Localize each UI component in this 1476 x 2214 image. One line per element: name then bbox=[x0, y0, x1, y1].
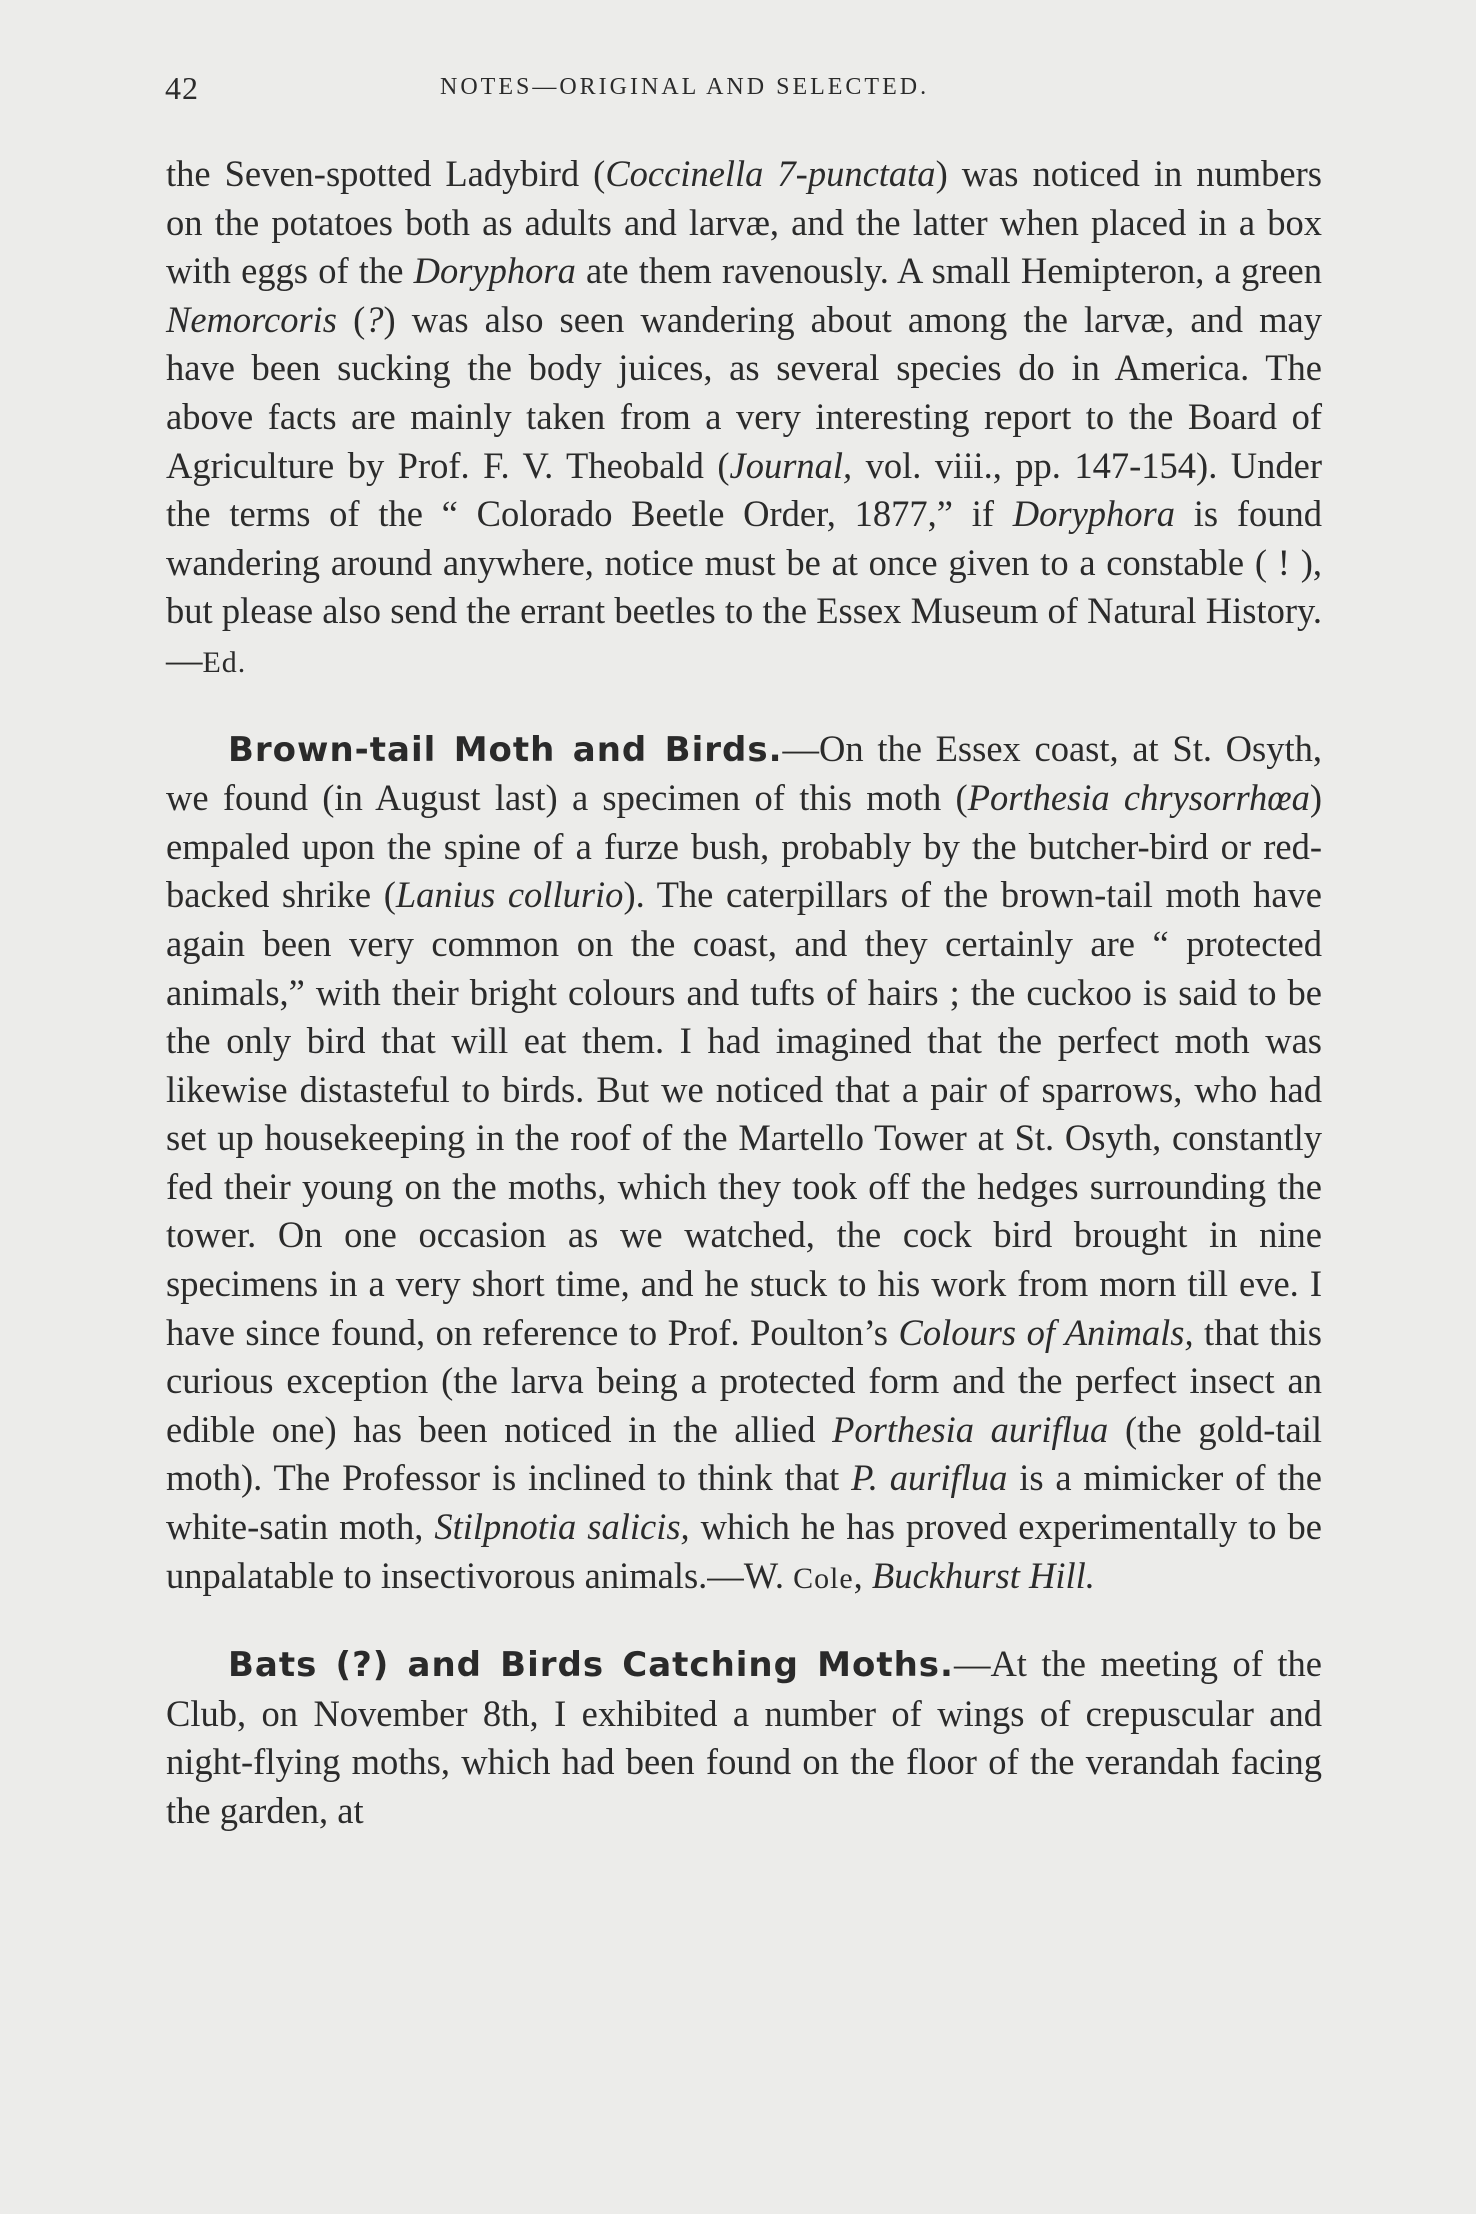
italic-term: Journal, bbox=[729, 444, 853, 486]
author-surname: Cole bbox=[793, 1561, 854, 1595]
italic-term: Doryphora bbox=[1012, 493, 1176, 535]
text-span: ( bbox=[337, 298, 366, 340]
running-head bbox=[165, 70, 1315, 110]
page-number: 42 bbox=[165, 70, 199, 106]
paragraph-ladybird-note bbox=[166, 150, 1322, 688]
running-title: NOTES—ORIGINAL AND SELECTED. bbox=[440, 74, 930, 100]
text-span: ) empaled upon the spine of a furze bush, probably by the butcher-bird or red-backed shrike ( bbox=[166, 777, 1322, 916]
section-heading-brown-tail: Brown-tail Moth and Birds. bbox=[228, 729, 783, 770]
italic-term: Colours of Animals, bbox=[898, 1311, 1194, 1353]
text-span: that this curious exception (the larva being a protected form and the perfect insect an edible one) has been noticed in the allied bbox=[166, 1311, 1322, 1450]
text-span: ate them ravenously. A small Hemipteron, a green bbox=[575, 250, 1322, 292]
italic-term: Porthesia chrysorrhœa bbox=[967, 777, 1310, 819]
text-span: is found wandering around anywhere, notice must be at once given to a constable ( ! ), but please also send the errant beetles to the Essex Museum of Natural History.— bbox=[166, 493, 1323, 680]
text-span: —On the Essex coast, at St. Osyth, we found (in August last) a specimen of this moth ( bbox=[166, 727, 1322, 819]
text-span: —At the meeting of the Club, on November 8th, I exhibited a number of wings of crepuscular and night-flying moths, which had been found on the floor of the verandah facing the garden, at bbox=[166, 1643, 1322, 1831]
italic-term: Coccinella 7-punctata bbox=[605, 153, 936, 194]
editor-signature: Ed. bbox=[202, 645, 247, 679]
paragraph-bats-and-birds bbox=[166, 1640, 1322, 1835]
text-span: the Seven-spotted Ladybird ( bbox=[166, 153, 606, 194]
text-span: which he has proved experimentally to be unpalatable to insectivorous animals.—W. bbox=[166, 1506, 1322, 1596]
italic-term: Stilpnotia salicis, bbox=[434, 1506, 690, 1548]
italic-term: P. auriflua bbox=[851, 1457, 1008, 1499]
text-span: ) was also seen wandering about among the larvæ, and may have been sucking the body juices, as several species do in America. The above facts are mainly taken from a very interesting report to the Board of Agriculture by Prof. F. V. Theobald ( bbox=[166, 298, 1322, 486]
italic-term: Lanius collurio bbox=[395, 874, 624, 916]
text-span: (the gold-tail moth). The Professor is inclined to think that bbox=[166, 1408, 1322, 1499]
body-text bbox=[166, 150, 1322, 1836]
section-heading-bats: Bats (?) and Birds Catching Moths. bbox=[228, 1645, 954, 1686]
text-span: ) was noticed in numbers on the potatoes both as adults and larvæ, and the latter when placed in a box with eggs of the bbox=[166, 153, 1322, 292]
italic-term: Doryphora bbox=[413, 250, 576, 292]
text-span: is a mimicker of the white-satin moth, bbox=[166, 1457, 1322, 1548]
author-location: Buckhurst Hill. bbox=[871, 1554, 1095, 1596]
paragraph-brown-tail-moth bbox=[166, 725, 1322, 1604]
italic-term: Porthesia auriflua bbox=[832, 1408, 1109, 1450]
text-span: ). The caterpillars of the brown-tail moth have again been very common on the coast, and they certainly are “ protected animals,” with their bright colours and tufts of hairs ; the cuckoo is said to be the only bird that will eat them. I had imagined that the perfect moth was likewise distasteful to birds. But we noticed that a pair of sparrows, who had set up housekeeping in the roof of the Martello Tower at St. Osyth, constantly fed their young on the moths, which they took off the hedges surrounding the tower. On one occasion as we watched, the cock bird brought in nine specimens in a very short time, and he stuck to his work from morn till eve. I have since found, on reference to Prof. Poulton’s bbox=[166, 874, 1322, 1353]
italic-term: ? bbox=[365, 298, 384, 340]
text-span: vol. viii., pp. 147-154). Under the terms of the “ Colorado Beetle Order, 1877,” if bbox=[166, 444, 1323, 535]
italic-term: Nemorcoris bbox=[166, 298, 338, 340]
text-span: , bbox=[853, 1554, 872, 1596]
